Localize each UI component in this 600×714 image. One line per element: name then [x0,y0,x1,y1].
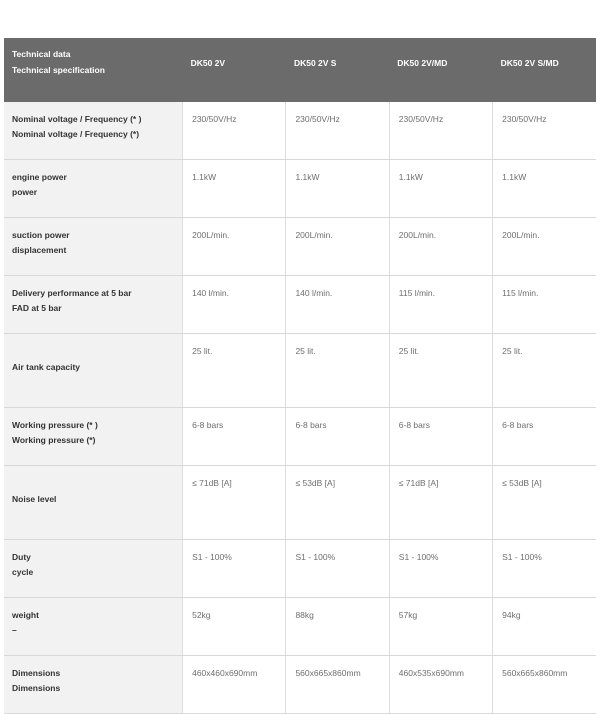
row-value: 6-8 bars [286,408,389,466]
table-row [4,102,596,160]
row-value: 115 l/min. [493,276,596,334]
row-label-line2: FAD at 5 bar [12,303,62,313]
row-label [4,466,183,540]
row-value: S1 - 100% [183,540,286,598]
row-value: 1.1kW [183,160,286,218]
row-value: 230/50V/Hz [389,102,492,160]
row-label-line1: Dimensions [12,668,61,678]
row-value: 88kg [286,598,389,656]
header-label-line1: Technical data [12,49,71,59]
row-label [4,408,183,466]
row-label-line2: Air tank capacity [12,362,81,372]
header-label-line2: Technical specification [12,65,105,75]
table-row [4,656,596,714]
header-model-dk50-2v-s: DK50 2V S [286,38,389,102]
row-value: 560x665x860mm [493,656,596,714]
table-row [4,334,596,408]
header-model-dk50-2v-md: DK50 2V/MD [389,38,492,102]
row-label-line1: Delivery performance at 5 bar [12,288,132,298]
row-value: 200L/min. [493,218,596,276]
row-value: 25 lit. [183,334,286,408]
row-label-line2: – [12,625,17,635]
header-model-dk50-2v-s-md: DK50 2V S/MD [493,38,596,102]
row-value: 460x460x690mm [183,656,286,714]
row-value: 560x665x860mm [286,656,389,714]
row-label-line1: engine power [12,172,67,182]
row-value: 230/50V/Hz [493,102,596,160]
row-value: 230/50V/Hz [286,102,389,160]
row-label [4,102,183,160]
header-label-cell [4,38,183,102]
row-value: ≤ 53dB [A] [286,466,389,540]
table-header-row [4,38,596,102]
row-label [4,334,183,408]
row-label-line2: power [12,187,38,197]
row-label-line1: suction power [12,230,70,240]
row-label-line2: Working pressure (*) [12,435,96,445]
row-value: 6-8 bars [389,408,492,466]
row-label-line1: Nominal voltage / Frequency (* ) [12,114,142,124]
table-row [4,218,596,276]
row-label [4,540,183,598]
row-label-line2: Nominal voltage / Frequency (*) [12,129,140,139]
row-label [4,598,183,656]
table-row [4,160,596,218]
table-row [4,540,596,598]
row-label-line2: displacement [12,245,67,255]
row-value: ≤ 71dB [A] [183,466,286,540]
row-label [4,218,183,276]
row-value: S1 - 100% [493,540,596,598]
row-label-line2: Dimensions [12,683,61,693]
row-label-line2: cycle [12,567,34,577]
row-value: 115 l/min. [389,276,492,334]
row-value: 6-8 bars [493,408,596,466]
row-value: S1 - 100% [286,540,389,598]
table-row [4,466,596,540]
row-label [4,276,183,334]
row-value: 200L/min. [286,218,389,276]
table-row [4,408,596,466]
row-value: 200L/min. [389,218,492,276]
row-value: S1 - 100% [389,540,492,598]
row-value: 1.1kW [286,160,389,218]
row-value: 25 lit. [389,334,492,408]
row-label-line2: Noise level [12,494,57,504]
row-value: 6-8 bars [183,408,286,466]
row-value: 140 l/min. [183,276,286,334]
row-value: 1.1kW [493,160,596,218]
technical-spec-table [4,38,596,714]
row-label [4,160,183,218]
row-value: 52kg [183,598,286,656]
row-value: ≤ 53dB [A] [493,466,596,540]
row-label-line1: Working pressure (* ) [12,420,98,430]
row-value: 94kg [493,598,596,656]
row-value: 200L/min. [183,218,286,276]
header-model-dk50-2v: DK50 2V [183,38,286,102]
row-label [4,656,183,714]
table-row [4,276,596,334]
row-value: 57kg [389,598,492,656]
row-value: 460x535x690mm [389,656,492,714]
row-value: 230/50V/Hz [183,102,286,160]
row-value: 1.1kW [389,160,492,218]
row-value: ≤ 71dB [A] [389,466,492,540]
row-value: 25 lit. [493,334,596,408]
row-value: 25 lit. [286,334,389,408]
row-label-line1: Duty [12,552,31,562]
row-value: 140 l/min. [286,276,389,334]
row-label-line1: weight [12,610,39,620]
table-row [4,598,596,656]
